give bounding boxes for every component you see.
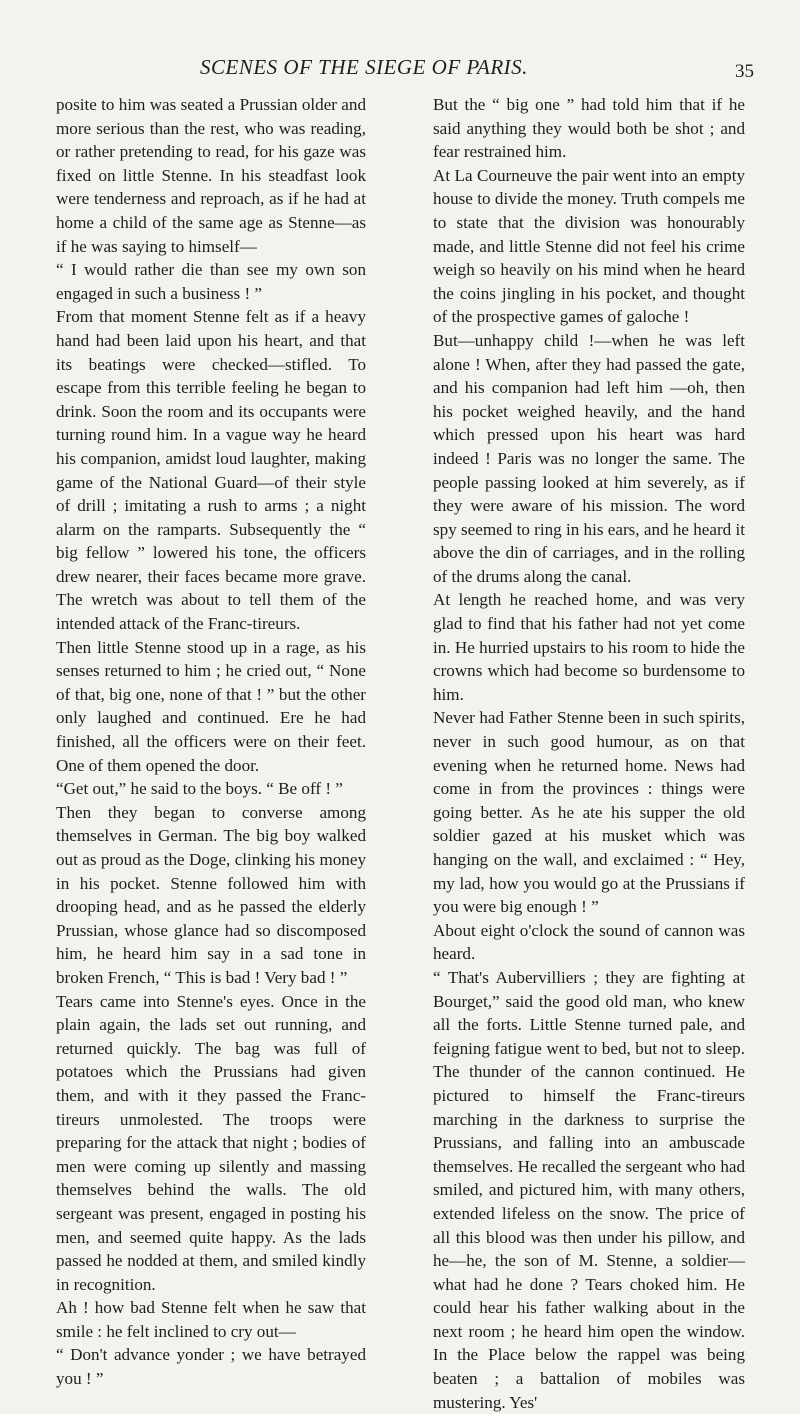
- paragraph: But—unhappy child !—when he was left alone ! When, after they had passed the gate, and his companion had left him —oh, then his pocket weighed heavily, and the hand which pressed upon his heart was hard indeed ! Paris was no longer the same. The people passing looked at him severely, as if they were aware of his mission. The word spy seemed to ring in his ears, and he heard it above the din of carriages, and in the rolling of the drums along the canal.: [433, 330, 745, 586]
- paragraph: posite to him was seated a Prussian older and more serious than the rest, who was reading, or rather pretending to read, for his gaze was fixed on little Stenne. In his steadfast look were tenderness and reproach, as if he had at home a child of the same age as Stenne—as if he was saying to himself—: [56, 95, 366, 256]
- paragraph: At La Courneuve the pair went into an empty house to divide the money. Truth compels me to state that the division was honourably made, and little Stenne did not feel his crime weigh so heavily on his mind when he heard the coins jingling in his pocket, and thought of the prospective games of galoche !: [433, 165, 745, 327]
- paragraph: Ah ! how bad Stenne felt when he saw that smile : he felt inclined to cry out—: [56, 1298, 366, 1341]
- running-head: [0, 55, 800, 85]
- right-column: [433, 93, 745, 1414]
- paragraph: Never had Father Stenne been in such spirits, never in such good humour, as on that evening when he returned home. News had come in from the provinces : things were going better. As he ate his supper the old soldier gazed at his musket which was hanging on the wall, and exclaimed : “ Hey, my lad, how you would go at the Prussians if you were big enough ! ”: [433, 708, 745, 917]
- paragraph: Tears came into Stenne's eyes. Once in the plain again, the lads set out running, and returned quickly. The bag was full of potatoes which the Prussians had given them, and with it they passed the Franc-tireurs unmolested. The troops were preparing for the attack that night ; bodies of men were coming up silently and massing themselves behind the walls. The old sergeant was present, engaged in posting his men, and seemed quite happy. As the lads passed he nodded at them, and smiled kindly in recognition.: [56, 991, 366, 1294]
- page-number: 35: [735, 61, 754, 82]
- paragraph: Then little Stenne stood up in a rage, as his senses returned to him ; he cried out, “ None of that, big one, none of that ! ” but the other only laughed and continued. Ere he had finished, all the officers were on their feet. One of them opened the door.: [56, 637, 366, 775]
- paragraph: About eight o'clock the sound of cannon was heard.: [433, 920, 745, 964]
- paragraph: But the “ big one ” had told him that if he said anything they would both be shot ; and fear restrained him.: [433, 95, 745, 162]
- paragraph: Then they began to converse among themselves in German. The big boy walked out as proud as the Doge, clinking his money in his pocket. Stenne followed him with drooping head, and as he passed the elderly Prussian, whose glance had so discomposed him, he heard him say in a sad tone in broken French, “ This is bad ! Very bad ! ”: [56, 802, 366, 987]
- running-title: SCENES OF THE SIEGE OF PARIS.: [200, 55, 528, 79]
- paragraph: At length he reached home, and was very glad to find that his father had not yet come in. He hurried upstairs to his room to hide the crowns which had become so burdensome to him.: [433, 590, 745, 704]
- paragraph: “ That's Aubervilliers ; they are fighting at Bourget,” said the good old man, who knew all the forts. Little Stenne turned pale, and feigning fatigue went to bed, but not to sleep. The thunder of the cannon continued. He pictured to himself the Franc-tireurs marching in the darkness to surprise the Prussians, and falling into an ambuscade themselves. He recalled the sergeant who had smiled, and pictured him, with many others, extended lifeless on the snow. The price of all this blood was then under his pillow, and he—he, the son of M. Stenne, a soldier—what had he done ? Tears choked him. He could hear his father walking about in the next room ; he heard him open the window. In the Place below the rappel was being beaten ; a battalion of mobiles was mustering. Yes': [433, 967, 745, 1412]
- paragraph: From that moment Stenne felt as if a heavy hand had been laid upon his heart, and that its beatings were checked—stifled. To escape from this terrible feeling he began to drink. Soon the room and its occupants were turning round him. In a vague way he heard his companion, amidst loud laughter, making game of the National Guard—of their style of drill ; imitating a rush to arms ; a night alarm on the ramparts. Subsequently the “ big fellow ” lowered his tone, the officers drew nearer, their faces became more grave. The wretch was about to tell them of the intended attack of the Franc-tireurs.: [56, 307, 366, 634]
- paragraph: “ I would rather die than see my own son engaged in such a business ! ”: [56, 260, 366, 303]
- paragraph: “ Don't advance yonder ; we have betrayed you ! ”: [56, 1345, 366, 1389]
- left-column: [56, 93, 366, 1391]
- paragraph: “Get out,” he said to the boys. “ Be off ! ”: [56, 779, 343, 799]
